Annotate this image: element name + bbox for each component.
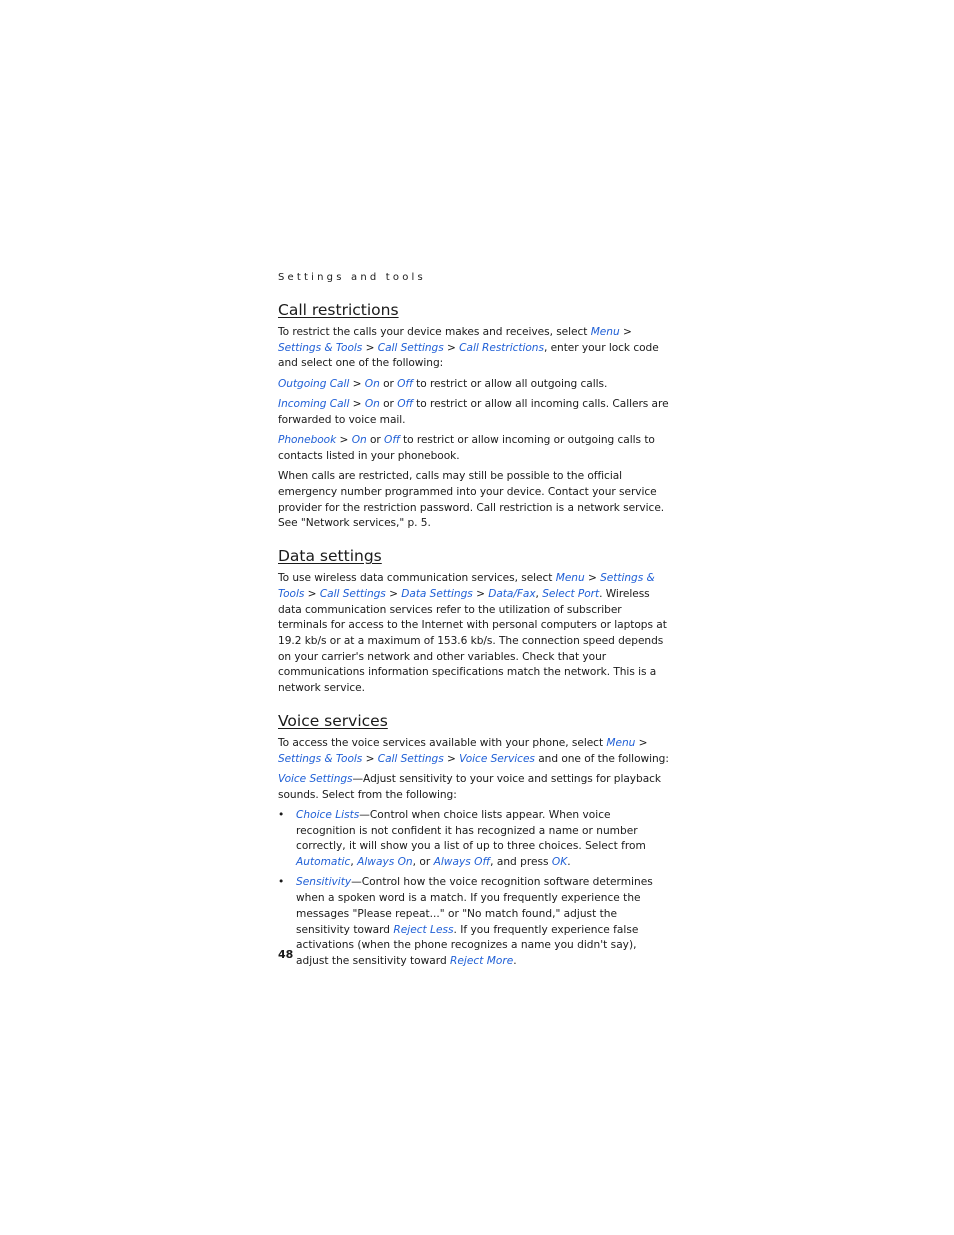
link-call-restrictions[interactable]: Call Restrictions	[459, 341, 544, 354]
text: to restrict or allow all incoming calls. Callers are forwarded to voice mail.	[278, 398, 669, 426]
link-choice-lists[interactable]: Choice Lists	[296, 809, 360, 821]
separator: >	[587, 572, 597, 585]
separator: >	[389, 587, 398, 600]
comma: ,	[535, 587, 539, 600]
link-menu[interactable]: Menu	[606, 736, 636, 749]
separator: >	[339, 434, 349, 447]
link-off[interactable]: Off	[397, 398, 413, 411]
text: —Adjust sensitivity to your voice and settings for playback sounds. Select from the following:	[278, 772, 662, 801]
link-menu[interactable]: Menu	[555, 572, 585, 585]
link-off[interactable]: Off	[384, 434, 400, 447]
separator: >	[352, 398, 362, 411]
link-on[interactable]: On	[351, 434, 367, 447]
separator: >	[365, 752, 375, 765]
running-head: Settings and tools	[278, 272, 426, 283]
list-item	[278, 875, 670, 969]
link-on[interactable]: On	[364, 398, 380, 411]
link-automatic[interactable]: Automatic	[296, 856, 351, 869]
text: .	[513, 954, 517, 967]
voice-settings-desc	[278, 772, 670, 803]
link-menu[interactable]: Menu	[590, 326, 620, 338]
separator: >	[447, 341, 456, 354]
link-settings-tools[interactable]: Settings & Tools	[278, 572, 655, 600]
link-settings-tools[interactable]: Settings & Tools	[278, 752, 363, 765]
link-on[interactable]: On	[364, 377, 380, 390]
text: and one of the following:	[538, 752, 669, 765]
voice-services-intro	[278, 736, 670, 767]
link-reject-more[interactable]: Reject More	[450, 954, 514, 967]
comma: ,	[350, 856, 354, 869]
text: to restrict or allow all outgoing calls.	[416, 377, 608, 390]
heading-data-settings: Data settings	[278, 547, 382, 566]
heading-call-restrictions: Call restrictions	[278, 301, 399, 319]
link-call-settings[interactable]: Call Settings	[319, 587, 386, 600]
separator: >	[476, 587, 485, 600]
section-data-settings	[278, 546, 670, 697]
text: To restrict the calls your device makes and receives, select	[278, 326, 588, 338]
page-content	[278, 272, 670, 984]
link-voice-services[interactable]: Voice Services	[459, 752, 535, 765]
link-data-settings[interactable]: Data Settings	[401, 587, 473, 600]
call-restrictions-intro	[278, 325, 670, 372]
link-sensitivity[interactable]: Sensitivity	[296, 876, 352, 889]
link-call-settings[interactable]: Call Settings	[377, 341, 444, 354]
text: To use wireless data communication services, select	[278, 572, 553, 585]
text-or: or	[369, 434, 381, 447]
separator: >	[352, 377, 362, 390]
link-outgoing-call[interactable]: Outgoing Call	[278, 377, 350, 390]
link-reject-less[interactable]: Reject Less	[393, 923, 454, 936]
link-always-off[interactable]: Always Off	[433, 856, 491, 869]
text: —Control how the voice recognition software determines when a spoken word is a match. If you frequently experience the messages "Please repeat..." or "No match found," adjust the sensitivity toward	[296, 876, 653, 936]
link-data-fax[interactable]: Data/Fax	[488, 587, 536, 600]
link-incoming-call[interactable]: Incoming Call	[278, 398, 350, 411]
phonebook-option	[278, 433, 670, 464]
link-call-settings[interactable]: Call Settings	[377, 752, 444, 765]
text: . Wireless data communication services refer to the utilization of subscriber terminals for access to the Internet with personal computers or laptops at 19.2 kb/s or at a maximum of 153.6 kb/s. The connection speed depends on your carrier's network and other variables. Check that your communications information specifications match the network. This is a network service.	[278, 587, 667, 695]
page-number: 48	[278, 948, 294, 961]
section-call-restrictions	[278, 300, 670, 532]
bullet-icon: •	[278, 876, 285, 889]
voice-settings-list	[278, 808, 670, 970]
link-select-port[interactable]: Select Port	[542, 587, 600, 600]
text: to restrict or allow incoming or outgoing calls to contacts listed in your phonebook.	[278, 434, 655, 462]
text: —Control when choice lists appear. When voice recognition is not confident it has recognized a name or number correctly, it will show you a list of up to three choices. Select from	[296, 809, 646, 853]
link-phonebook[interactable]: Phonebook	[278, 434, 337, 447]
link-always-on[interactable]: Always On	[357, 856, 413, 869]
heading-voice-services: Voice services	[278, 711, 388, 730]
text-or: or	[383, 377, 394, 390]
link-ok[interactable]: OK	[551, 856, 568, 869]
separator: >	[638, 736, 648, 749]
text: , enter your lock code and select one of the following:	[278, 341, 659, 370]
emergency-note: When calls are restricted, calls may still be possible to the official emergency number programmed into your device. Contact your service provider for the restriction password. Call restriction is a network service. See "Network services," p. 5.	[278, 470, 665, 530]
section-voice-services	[278, 711, 670, 970]
outgoing-call-option	[278, 377, 670, 393]
text: , and press	[490, 856, 549, 869]
text: . If you frequently experience false activations (when the phone recognizes a name you didn't say), adjust the sensitivity toward	[296, 923, 639, 967]
bullet-icon: •	[278, 809, 285, 821]
separator: >	[307, 587, 317, 600]
text: .	[567, 856, 571, 869]
separator: >	[622, 326, 632, 338]
text-or: or	[383, 398, 394, 411]
text: To access the voice services available with your phone, select	[278, 736, 604, 749]
separator: >	[447, 752, 456, 765]
link-voice-settings[interactable]: Voice Settings	[278, 772, 353, 785]
text: , or	[412, 856, 431, 869]
list-item	[278, 808, 670, 871]
incoming-call-option	[278, 397, 670, 428]
separator: >	[365, 341, 375, 354]
link-off[interactable]: Off	[397, 377, 413, 390]
data-settings-body	[278, 571, 670, 697]
link-settings-tools[interactable]: Settings & Tools	[278, 341, 363, 354]
